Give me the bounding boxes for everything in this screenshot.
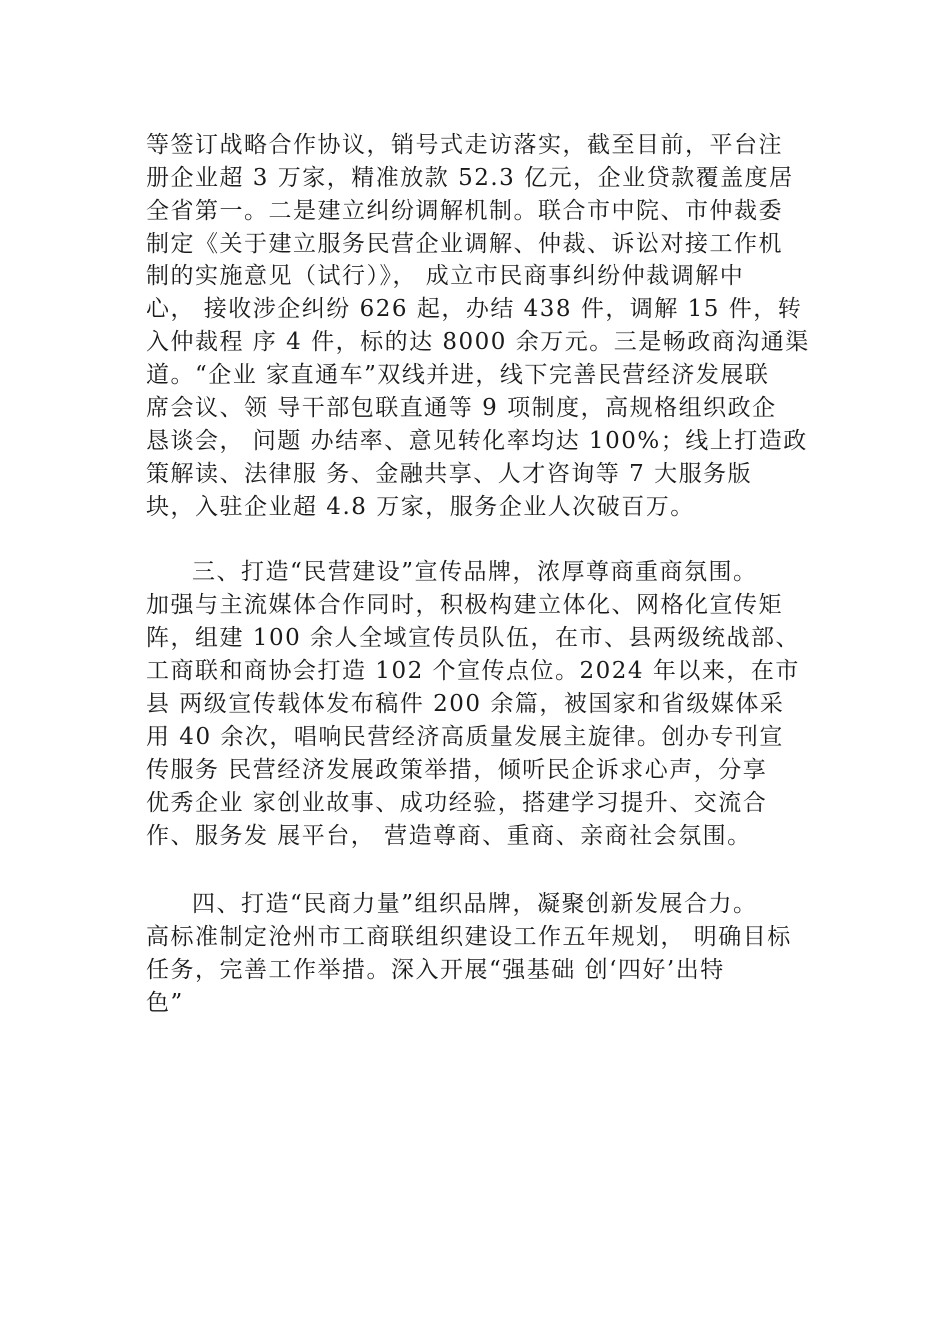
text-line: 用 40 余次，唱响民营经济高质量发展主旋律。创办专刊宣 (146, 724, 784, 750)
text-line: 等签订战略合作协议，销号式走访落实，截至目前，平台注 (146, 132, 783, 158)
text-line: 全省第一。二是建立纠纷调解机制。联合市中院、市仲裁委 (146, 198, 783, 224)
text-line: 块，入驻企业超 4.8 万家，服务企业人次破百万。 (146, 494, 695, 520)
text-line: 入仲裁程 序 4 件，标的达 8000 余万元。三是畅政商沟通渠 (146, 329, 810, 355)
text-line: 道。“企业 家直通车”双线并进，线下完善民营经济发展联 (146, 362, 770, 388)
text-line: 任务，完善工作举措。深入开展“强基础 创‘四好’出特 (146, 957, 725, 983)
text-line: 心， 接收涉企纠纷 626 起，办结 438 件，调解 15 件，转 (146, 296, 803, 322)
text-line: 恳谈会， 问题 办结率、意见转化率均达 100%；线上打造政 (146, 428, 808, 454)
text-line: 优秀企业 家创业故事、成功经验，搭建学习提升、交流合 (146, 790, 768, 816)
text-line: 制定《关于建立服务民营企业调解、仲裁、诉讼对接工作机 (146, 231, 783, 257)
text-line: 册企业超 3 万家，精准放款 52.3 亿元，企业贷款覆盖度居 (146, 165, 794, 191)
section-heading: 三、打造“民营建设”宣传品牌，浓厚尊商重商氛围。 (192, 559, 758, 585)
text-line: 阵，组建 100 余人全域宣传员队伍，在市、县两级统战部、 (146, 625, 801, 651)
text-line: 传服务 民营经济发展政策举措，倾听民企诉求心声，分享 (146, 757, 768, 783)
text-line: 县 两级宣传载体发布稿件 200 余篇，被国家和省级媒体采 (146, 691, 785, 717)
text-line: 策解读、法律服 务、金融共享、人才咨询等 7 大服务版 (146, 461, 753, 487)
text-line: 色” (146, 990, 184, 1016)
text-line: 高标准制定沧州市工商联组织建设工作五年规划， 明确目标 (146, 924, 792, 950)
section-heading: 四、打造“民商力量”组织品牌，凝聚创新发展合力。 (192, 891, 758, 917)
text-line: 席会议、领 导干部包联直通等 9 项制度，高规格组织政企 (146, 395, 777, 421)
text-line: 作、服务发 展平台， 营造尊商、重商、亲商社会氛围。 (146, 823, 752, 849)
text-line: 工商联和商协会打造 102 个宣传点位。2024 年以来，在市 (146, 658, 800, 684)
text-line: 加强与主流媒体合作同时，积极构建立体化、网格化宣传矩 (146, 592, 783, 618)
text-line: 制的实施意见（试行）》， 成立市民商事纠纷仲裁调解中 (146, 263, 745, 289)
